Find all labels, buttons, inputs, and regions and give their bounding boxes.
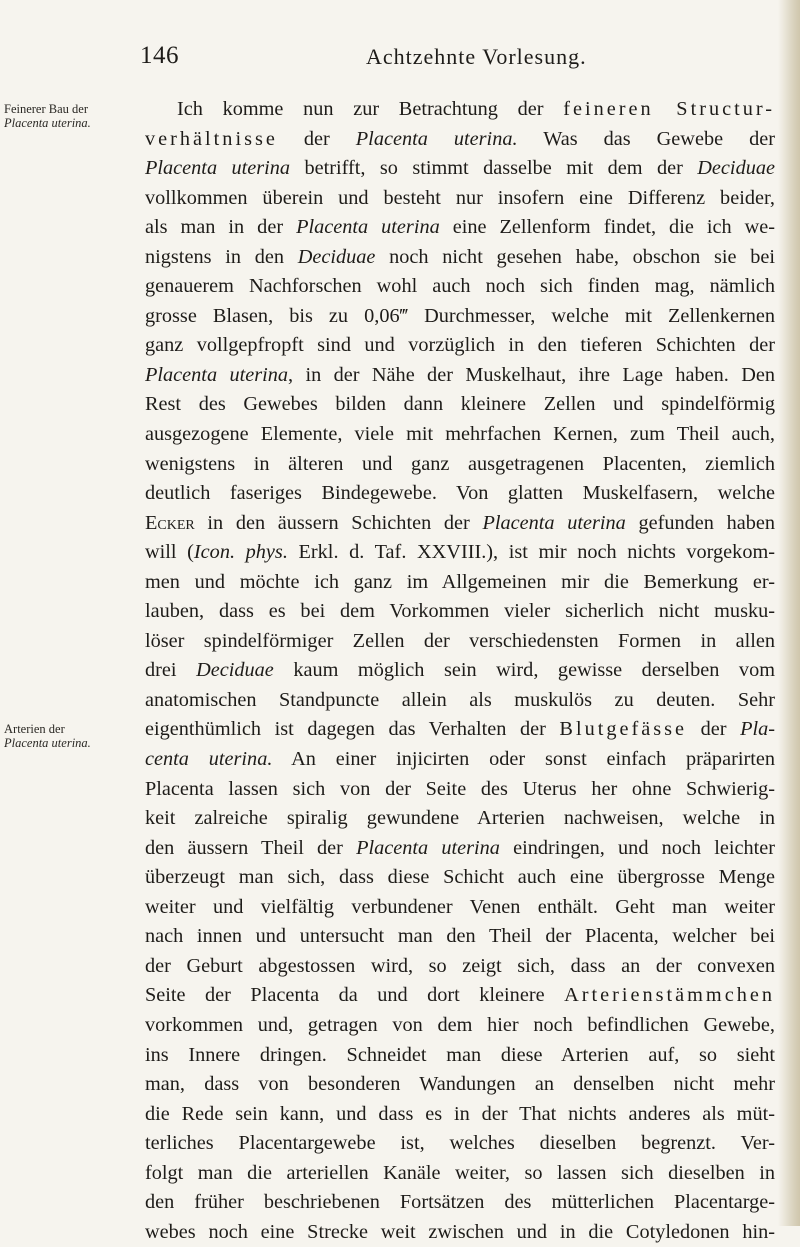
italic-text: Pla- [740,718,775,741]
text-line: Placenta lassen sich von der Seite des Uterus her ohne Schwierig- [145,777,775,800]
text-line: terliches Placentargewebe ist, welches dieselben begrenzt. Ver- [145,1132,775,1155]
italic-text: Placenta uterina. [355,127,518,150]
text-line: man, dass von besonderen Wandungen an denselben nicht mehr [145,1073,775,1096]
running-title: Achtzehnte Vorlesung. [366,44,587,69]
text-line: nigstens in den Deciduae noch nicht gesehen habe, obschon sie bei [145,245,775,268]
margin-note-arterien [4,722,136,750]
text-line: die Rede sein kann, und dass es in der That nichts anderes als müt- [145,1102,775,1125]
text-line: nach innen und untersucht man den Theil der Placenta, welcher bei [145,925,775,948]
spaced-text: verhältnisse [145,127,278,150]
text-line: der Geburt abgestossen wird, so zeigt sich, dass an der convexen [145,954,775,977]
body-text [145,95,775,1247]
text-line: Rest des Gewebes bilden dann kleinere Zellen und spindelförmig [145,393,775,416]
text-line: eigenthümlich ist dagegen das Verhalten der Blutgefässe der Pla- [145,718,775,741]
text-line: keit zalreiche spiralig gewundene Arterien nachweisen, welche in [145,807,775,830]
text-line: überzeugt man sich, dass diese Schicht auch eine übergrosse Menge [145,866,775,889]
text-line: ganz vollgepfropft sind und vorzüglich in den tieferen Schichten der [145,334,775,357]
text-line: ins Innere dringen. Schneidet man diese Arterien auf, so sieht [145,1043,775,1066]
text-line: men und möchte ich ganz im Allgemeinen mir die Bemerkung er- [145,570,775,593]
margin-note-line: Placenta uterina. [4,116,91,130]
spaced-text: Arterienstämmchen [564,984,775,1007]
text-line: Placenta uterina, in der Nähe der Muskelhaut, ihre Lage haben. Den [145,363,775,386]
italic-text: Placenta uterina [356,836,500,859]
margin-note-line: Placenta uterina. [4,736,91,750]
text-line: anatomischen Standpuncte allein als muskulös zu deuten. Sehr [145,688,775,711]
spaced-text: feineren Structur- [563,98,775,120]
text-line: Ich komme nun zur Betrachtung der feineren Structur- [177,98,775,120]
margin-note-line: Arterien der [4,722,65,736]
text-line: drei Deciduae kaum möglich sein wird, gewisse derselben vom [145,659,775,682]
text-line: Placenta uterina betrifft, so stimmt dasselbe mit dem der Deciduae [145,157,775,180]
text-line: will (Icon. phys. Erkl. d. Taf. XXVIII.), ist mir noch nichts vorgekom- [145,541,775,564]
italic-text: Deciduae [297,245,376,268]
text-line: Ecker in den äussern Schichten der Placenta uterina gefunden haben [145,511,776,534]
italic-text: Placenta uterina [482,511,626,534]
page-header [0,42,800,82]
text-line: lauben, dass es bei dem Vorkommen vieler sicherlich nicht musku- [145,600,775,623]
text-line: wenigstens in älteren und ganz ausgetragenen Placenten, ziemlich [145,452,775,475]
page-number: 146 [140,42,179,69]
italic-text: Deciduae [196,659,274,682]
text-line: weiter und vielfältig verbundener Venen enthält. Geht man weiter [145,895,775,918]
italic-text: Placenta uterina [145,157,291,180]
margin-note-line: Feinerer Bau der [4,102,88,116]
text-line: den äussern Theil der Placenta uterina eindringen, und noch leichter [145,836,776,859]
text-line: löser spindelförmiger Zellen der verschiedensten Formen in allen [145,629,775,652]
text-line: centa uterina. An einer injicirten oder sonst einfach präparirten [145,748,775,771]
margin-note-feinerer-bau [4,102,136,130]
text-line: webes noch eine Strecke weit zwischen und in die Cotyledonen hin- [145,1220,775,1243]
italic-text: Deciduae [697,157,775,180]
spaced-text: Blutgefässe [559,718,688,741]
text-line: verhältnisse der Placenta uterina. Was das Gewebe der [145,127,775,150]
text-line: Seite der Placenta da und dort kleinere Arterienstämmchen [145,984,775,1007]
text-line: vorkommen und, getragen von dem hier noch befindlichen Gewebe, [145,1013,775,1036]
page-edge-shadow [778,0,800,1226]
italic-text: centa uterina. [145,748,273,771]
smallcaps-text: Ecker [145,511,195,534]
text-line: vollkommen überein und besteht nur insofern eine Differenz beider, [145,186,775,209]
italic-text: Placenta uterina [145,363,289,386]
italic-text: Placenta uterina [296,216,440,239]
text-line: als man in der Placenta uterina eine Zellenform findet, die ich we- [145,216,775,239]
text-line: genauerem Nachforschen wohl auch noch sich finden mag, nämlich [145,275,775,298]
text-line: den früher beschriebenen Fortsätzen des mütterlichen Placentarge- [145,1191,775,1214]
text-line: folgt man die arteriellen Kanäle weiter, so lassen sich dieselben in [145,1161,775,1184]
text-line: ausgezogene Elemente, viele mit mehrfachen Kernen, zum Theil auch, [145,423,775,446]
text-line: deutlich faseriges Bindegewebe. Von glatten Muskelfasern, welche [145,482,775,505]
italic-text: Icon. phys. [193,541,288,564]
text-line: grosse Blasen, bis zu 0,06‴ Durchmesser, welche mit Zellenkernen [145,304,775,327]
